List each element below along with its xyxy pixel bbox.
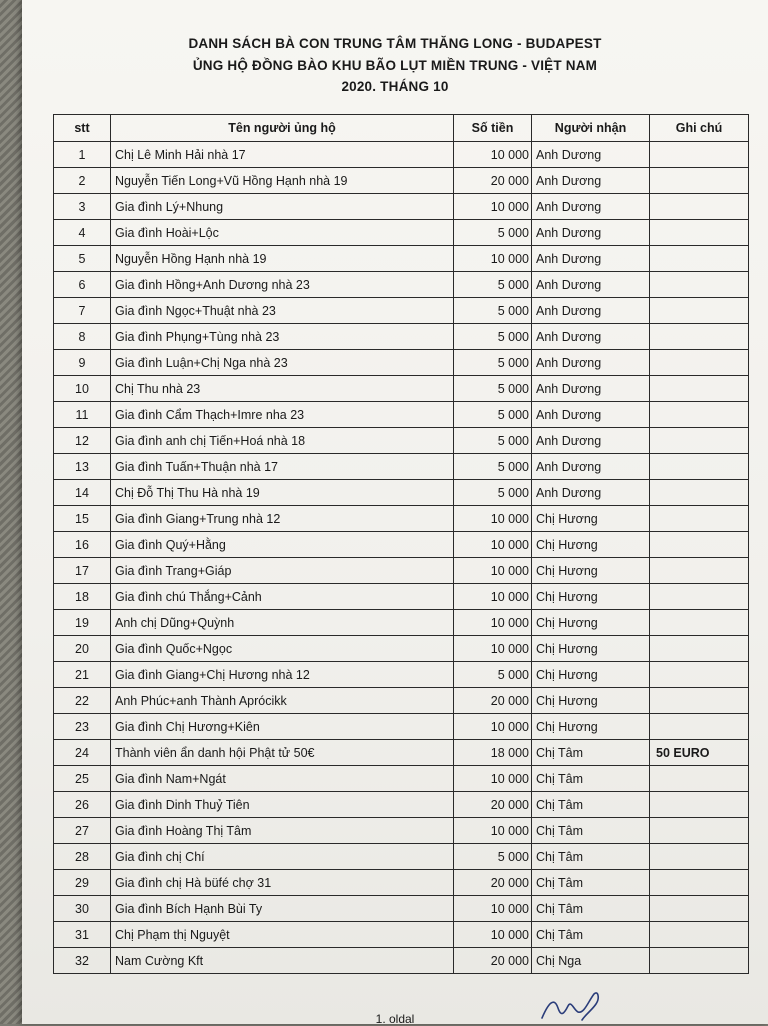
row-stt: 1 xyxy=(54,142,111,168)
table-row xyxy=(54,688,749,714)
row-note xyxy=(650,272,749,298)
row-recipient: Chị Tâm xyxy=(532,896,650,922)
row-amount: 10 000 xyxy=(454,922,532,948)
row-donor-name: Gia đình Phụng+Tùng nhà 23 xyxy=(111,324,454,350)
row-stt: 4 xyxy=(54,220,111,246)
row-amount: 5 000 xyxy=(454,402,532,428)
row-stt: 5 xyxy=(54,246,111,272)
row-recipient: Chị Hương xyxy=(532,558,650,584)
row-note xyxy=(650,922,749,948)
row-donor-name: Chị Lê Minh Hải nhà 17 xyxy=(111,142,454,168)
row-amount: 10 000 xyxy=(454,584,532,610)
row-note xyxy=(650,688,749,714)
row-recipient: Anh Dương xyxy=(532,454,650,480)
row-amount: 5 000 xyxy=(454,454,532,480)
row-note xyxy=(650,818,749,844)
row-donor-name: Gia đình Bích Hạnh Bùi Ty xyxy=(111,896,454,922)
row-donor-name: Gia đình chị Hà büfé chợ 31 xyxy=(111,870,454,896)
row-donor-name: Gia đình Nam+Ngát xyxy=(111,766,454,792)
header-note: Ghi chú xyxy=(650,115,749,142)
row-recipient: Anh Dương xyxy=(532,272,650,298)
row-amount: 10 000 xyxy=(454,766,532,792)
row-stt: 26 xyxy=(54,792,111,818)
document-title-line-2: ỦNG HỘ ĐỒNG BÀO KHU BÃO LỤT MIỀN TRUNG - VIỆT NAM xyxy=(192,58,598,73)
page-number: 1. oldal xyxy=(375,1012,415,1026)
row-note xyxy=(650,454,749,480)
row-note xyxy=(650,324,749,350)
row-amount: 5 000 xyxy=(454,324,532,350)
row-recipient: Anh Dương xyxy=(532,428,650,454)
row-recipient: Chị Nga xyxy=(532,948,650,974)
row-stt: 16 xyxy=(54,532,111,558)
row-recipient: Anh Dương xyxy=(532,480,650,506)
table-row xyxy=(54,558,749,584)
table-row xyxy=(54,636,749,662)
table-row xyxy=(54,870,749,896)
header-donor-name: Tên người ủng hộ xyxy=(111,115,454,142)
row-donor-name: Gia đình Giang+Chị Hương nhà 12 xyxy=(111,662,454,688)
row-donor-name: Gia đình Hồng+Anh Dương nhà 23 xyxy=(111,272,454,298)
row-donor-name: Nam Cường Kft xyxy=(111,948,454,974)
row-stt: 19 xyxy=(54,610,111,636)
row-note xyxy=(650,870,749,896)
row-recipient: Chị Hương xyxy=(532,584,650,610)
row-note xyxy=(650,350,749,376)
row-donor-name: Gia đình Luận+Chị Nga nhà 23 xyxy=(111,350,454,376)
row-stt: 29 xyxy=(54,870,111,896)
row-note xyxy=(650,844,749,870)
row-recipient: Chị Hương xyxy=(532,532,650,558)
table-row xyxy=(54,142,749,168)
table-header-row xyxy=(54,115,749,142)
row-donor-name: Gia đình Dinh Thuỷ Tiên xyxy=(111,792,454,818)
row-amount: 5 000 xyxy=(454,480,532,506)
table-row xyxy=(54,272,749,298)
row-stt: 27 xyxy=(54,818,111,844)
row-stt: 3 xyxy=(54,194,111,220)
table-row xyxy=(54,844,749,870)
row-amount: 10 000 xyxy=(454,532,532,558)
row-stt: 32 xyxy=(54,948,111,974)
row-donor-name: Gia đình chú Thắng+Cảnh xyxy=(111,584,454,610)
table-row xyxy=(54,428,749,454)
row-donor-name: Gia đình Ngọc+Thuật nhà 23 xyxy=(111,298,454,324)
row-recipient: Chị Hương xyxy=(532,610,650,636)
table-row xyxy=(54,376,749,402)
row-amount: 18 000 xyxy=(454,740,532,766)
row-recipient: Chị Tâm xyxy=(532,818,650,844)
row-stt: 13 xyxy=(54,454,111,480)
row-stt: 6 xyxy=(54,272,111,298)
row-note xyxy=(650,428,749,454)
table-row xyxy=(54,662,749,688)
row-recipient: Chị Hương xyxy=(532,714,650,740)
table-row xyxy=(54,350,749,376)
row-note xyxy=(650,220,749,246)
row-donor-name: Gia đình Quốc+Ngọc xyxy=(111,636,454,662)
row-note xyxy=(650,636,749,662)
row-stt: 20 xyxy=(54,636,111,662)
row-amount: 20 000 xyxy=(454,688,532,714)
row-amount: 5 000 xyxy=(454,662,532,688)
row-stt: 31 xyxy=(54,922,111,948)
table-row xyxy=(54,792,749,818)
row-stt: 9 xyxy=(54,350,111,376)
table-row xyxy=(54,766,749,792)
row-recipient: Anh Dương xyxy=(532,376,650,402)
row-note xyxy=(650,246,749,272)
row-amount: 5 000 xyxy=(454,298,532,324)
row-amount: 20 000 xyxy=(454,792,532,818)
row-note xyxy=(650,298,749,324)
row-note xyxy=(650,766,749,792)
row-recipient: Chị Tâm xyxy=(532,740,650,766)
row-amount: 5 000 xyxy=(454,220,532,246)
row-recipient: Chị Hương xyxy=(532,636,650,662)
row-donor-name: Thành viên ẩn danh hội Phật tử 50€ xyxy=(111,740,454,766)
row-note xyxy=(650,168,749,194)
row-amount: 10 000 xyxy=(454,610,532,636)
row-donor-name: Gia đình Hoàng Thị Tâm xyxy=(111,818,454,844)
row-recipient: Chị Hương xyxy=(532,688,650,714)
row-stt: 25 xyxy=(54,766,111,792)
row-amount: 10 000 xyxy=(454,714,532,740)
row-donor-name: Gia đình Tuấn+Thuận nhà 17 xyxy=(111,454,454,480)
table-row xyxy=(54,246,749,272)
row-donor-name: Nguyễn Tiến Long+Vũ Hồng Hạnh nhà 19 xyxy=(111,168,454,194)
row-note xyxy=(650,714,749,740)
row-stt: 15 xyxy=(54,506,111,532)
row-recipient: Anh Dương xyxy=(532,220,650,246)
table-row xyxy=(54,506,749,532)
document-title-line-3: 2020. THÁNG 10 xyxy=(341,79,449,94)
row-amount: 20 000 xyxy=(454,870,532,896)
row-donor-name: Gia đình anh chị Tiến+Hoá nhà 18 xyxy=(111,428,454,454)
row-amount: 20 000 xyxy=(454,168,532,194)
table-row xyxy=(54,948,749,974)
row-note xyxy=(650,506,749,532)
row-recipient: Anh Dương xyxy=(532,402,650,428)
row-recipient: Chị Tâm xyxy=(532,766,650,792)
row-recipient: Anh Dương xyxy=(532,298,650,324)
row-stt: 11 xyxy=(54,402,111,428)
row-recipient: Chị Tâm xyxy=(532,922,650,948)
table-body xyxy=(54,142,749,974)
row-donor-name: Chị Thu nhà 23 xyxy=(111,376,454,402)
row-recipient: Chị Tâm xyxy=(532,844,650,870)
row-note xyxy=(650,584,749,610)
row-recipient: Anh Dương xyxy=(532,142,650,168)
row-donor-name: Chị Đỗ Thị Thu Hà nhà 19 xyxy=(111,480,454,506)
row-note xyxy=(650,480,749,506)
row-stt: 21 xyxy=(54,662,111,688)
row-donor-name: Gia đình Quý+Hằng xyxy=(111,532,454,558)
row-note xyxy=(650,662,749,688)
row-note xyxy=(650,402,749,428)
row-donor-name: Anh Phúc+anh Thành Aprócikk xyxy=(111,688,454,714)
row-donor-name: Gia đình Chị Hương+Kiên xyxy=(111,714,454,740)
row-stt: 23 xyxy=(54,714,111,740)
row-recipient: Chị Hương xyxy=(532,662,650,688)
row-stt: 8 xyxy=(54,324,111,350)
row-note xyxy=(650,376,749,402)
row-stt: 12 xyxy=(54,428,111,454)
row-note xyxy=(650,792,749,818)
row-amount: 10 000 xyxy=(454,818,532,844)
row-donor-name: Gia đình Trang+Giáp xyxy=(111,558,454,584)
row-note xyxy=(650,194,749,220)
row-recipient: Anh Dương xyxy=(532,246,650,272)
table-row xyxy=(54,324,749,350)
row-amount: 5 000 xyxy=(454,376,532,402)
row-note xyxy=(650,142,749,168)
table-row xyxy=(54,532,749,558)
row-note xyxy=(650,532,749,558)
row-amount: 5 000 xyxy=(454,844,532,870)
row-amount: 10 000 xyxy=(454,194,532,220)
row-stt: 30 xyxy=(54,896,111,922)
row-amount: 5 000 xyxy=(454,272,532,298)
table-row xyxy=(54,922,749,948)
row-recipient: Anh Dương xyxy=(532,324,650,350)
row-recipient: Chị Tâm xyxy=(532,870,650,896)
table-row xyxy=(54,610,749,636)
row-recipient: Chị Hương xyxy=(532,506,650,532)
row-stt: 7 xyxy=(54,298,111,324)
row-donor-name: Gia đình Cẩm Thạch+Imre nha 23 xyxy=(111,402,454,428)
row-stt: 24 xyxy=(54,740,111,766)
table-row xyxy=(54,896,749,922)
table-row xyxy=(54,584,749,610)
row-donor-name: Chị Phạm thị Nguyệt xyxy=(111,922,454,948)
row-stt: 28 xyxy=(54,844,111,870)
row-note xyxy=(650,896,749,922)
row-amount: 10 000 xyxy=(454,506,532,532)
table-row xyxy=(54,168,749,194)
row-stt: 18 xyxy=(54,584,111,610)
row-donor-name: Gia đình chị Chí xyxy=(111,844,454,870)
row-donor-name: Gia đình Hoài+Lộc xyxy=(111,220,454,246)
row-recipient: Anh Dương xyxy=(532,194,650,220)
row-note xyxy=(650,558,749,584)
table-row xyxy=(54,220,749,246)
header-stt: stt xyxy=(54,115,111,142)
row-amount: 5 000 xyxy=(454,350,532,376)
table-row xyxy=(54,298,749,324)
row-note xyxy=(650,610,749,636)
document-title-line-1: DANH SÁCH BÀ CON TRUNG TÂM THĂNG LONG - BUDAPEST xyxy=(188,36,602,51)
row-note: 50 EURO xyxy=(650,740,749,766)
donor-table xyxy=(53,114,749,974)
row-stt: 10 xyxy=(54,376,111,402)
row-donor-name: Gia đình Lý+Nhung xyxy=(111,194,454,220)
row-recipient: Anh Dương xyxy=(532,350,650,376)
row-stt: 22 xyxy=(54,688,111,714)
row-donor-name: Nguyễn Hồng Hạnh nhà 19 xyxy=(111,246,454,272)
row-recipient: Chị Tâm xyxy=(532,792,650,818)
table-row xyxy=(54,194,749,220)
row-stt: 14 xyxy=(54,480,111,506)
table-row xyxy=(54,714,749,740)
row-amount: 5 000 xyxy=(454,428,532,454)
table-row xyxy=(54,454,749,480)
row-donor-name: Gia đình Giang+Trung nhà 12 xyxy=(111,506,454,532)
row-donor-name: Anh chị Dũng+Quỳnh xyxy=(111,610,454,636)
row-amount: 10 000 xyxy=(454,246,532,272)
table-row xyxy=(54,402,749,428)
row-stt: 2 xyxy=(54,168,111,194)
header-amount: Số tiền xyxy=(454,115,532,142)
row-recipient: Anh Dương xyxy=(532,168,650,194)
row-amount: 20 000 xyxy=(454,948,532,974)
table-row xyxy=(54,740,749,766)
table-row xyxy=(54,480,749,506)
row-stt: 17 xyxy=(54,558,111,584)
row-amount: 10 000 xyxy=(454,896,532,922)
row-amount: 10 000 xyxy=(454,142,532,168)
row-amount: 10 000 xyxy=(454,558,532,584)
row-amount: 10 000 xyxy=(454,636,532,662)
row-note xyxy=(650,948,749,974)
table-row xyxy=(54,818,749,844)
header-recipient: Người nhận xyxy=(532,115,650,142)
